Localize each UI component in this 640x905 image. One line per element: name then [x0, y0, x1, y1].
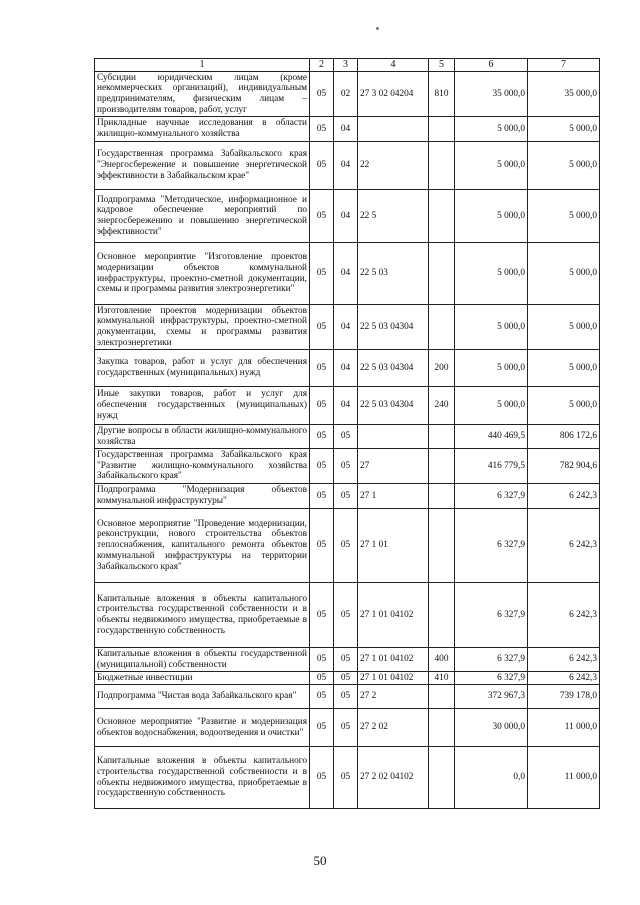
- target-article-code: 22 5 03 04304: [358, 305, 429, 350]
- subsection-code: 04: [334, 350, 358, 387]
- section-code: 05: [310, 484, 334, 509]
- amount-year-2: 5 000,0: [528, 117, 600, 142]
- expense-type-code: [429, 305, 455, 350]
- target-article-code: 27 1: [358, 484, 429, 509]
- table-row: [95, 685, 600, 709]
- amount-year-1: 0,0: [455, 747, 528, 809]
- section-code: 05: [310, 190, 334, 243]
- subsection-code: 04: [334, 387, 358, 425]
- column-header: 3: [334, 59, 358, 72]
- amount-year-2: 5 000,0: [528, 190, 600, 243]
- scan-speck: [376, 27, 379, 30]
- table-row: [95, 72, 600, 117]
- table-row: [95, 305, 600, 350]
- amount-year-1: 5 000,0: [455, 387, 528, 425]
- target-article-code: [358, 117, 429, 142]
- target-article-code: 27 3 02 04204: [358, 72, 429, 117]
- row-description: Капитальные вложения в объекты капитального строительства государственной собственности и в объекты недвижимого имущества, приобретаемые в государственную собственность: [95, 747, 310, 809]
- target-article-code: 27 2 02: [358, 709, 429, 747]
- section-code: 05: [310, 387, 334, 425]
- amount-year-2: 6 242,3: [528, 648, 600, 672]
- row-description: Подпрограмма "Модернизация объектов коммунальной инфраструктуры": [95, 484, 310, 509]
- amount-year-1: 30 000,0: [455, 709, 528, 747]
- subsection-code: 05: [334, 672, 358, 685]
- amount-year-2: 11 000,0: [528, 709, 600, 747]
- table-row: [95, 583, 600, 648]
- expense-type-code: [429, 243, 455, 305]
- amount-year-2: 11 000,0: [528, 747, 600, 809]
- column-header: 2: [310, 59, 334, 72]
- subsection-code: 04: [334, 305, 358, 350]
- subsection-code: 05: [334, 509, 358, 583]
- target-article-code: 22 5 03: [358, 243, 429, 305]
- section-code: 05: [310, 243, 334, 305]
- subsection-code: 05: [334, 685, 358, 709]
- table-row: [95, 672, 600, 685]
- target-article-code: 27 1 01 04102: [358, 583, 429, 648]
- row-description: Основное мероприятие "Проведение модернизации, реконструкции, нового строительства объектов теплоснабжения, капитального ремонта объектов коммунальной инфраструктуры на территории Забайкальского края": [95, 509, 310, 583]
- section-code: 05: [310, 72, 334, 117]
- section-code: 05: [310, 583, 334, 648]
- table-row: [95, 117, 600, 142]
- table-row: [95, 709, 600, 747]
- row-description: Основное мероприятие "Развитие и модернизация объектов водоснабжения, водоотведения и очистки": [95, 709, 310, 747]
- target-article-code: [358, 425, 429, 449]
- amount-year-1: 6 327,9: [455, 509, 528, 583]
- target-article-code: 22 5: [358, 190, 429, 243]
- amount-year-2: 5 000,0: [528, 142, 600, 190]
- subsection-code: 04: [334, 190, 358, 243]
- expense-type-code: [429, 747, 455, 809]
- amount-year-2: 5 000,0: [528, 243, 600, 305]
- table-row: [95, 350, 600, 387]
- row-description: Основное мероприятие "Изготовление проектов модернизации объектов коммунальной инфраструктуры, проектно-сметной документации, схемы и программы развития электроэнергетики": [95, 243, 310, 305]
- subsection-code: 04: [334, 243, 358, 305]
- target-article-code: 22 5 03 04304: [358, 350, 429, 387]
- column-header: 6: [455, 59, 528, 72]
- subsection-code: 04: [334, 117, 358, 142]
- amount-year-2: 739 178,0: [528, 685, 600, 709]
- target-article-code: 27 1 01 04102: [358, 648, 429, 672]
- expense-type-code: [429, 142, 455, 190]
- amount-year-2: 5 000,0: [528, 305, 600, 350]
- subsection-code: 05: [334, 583, 358, 648]
- amount-year-1: 6 327,9: [455, 672, 528, 685]
- target-article-code: 27 1 01: [358, 509, 429, 583]
- section-code: 05: [310, 117, 334, 142]
- section-code: 05: [310, 672, 334, 685]
- expense-type-code: 200: [429, 350, 455, 387]
- section-code: 05: [310, 685, 334, 709]
- section-code: 05: [310, 747, 334, 809]
- section-code: 05: [310, 350, 334, 387]
- expense-type-code: [429, 117, 455, 142]
- amount-year-1: 372 967,3: [455, 685, 528, 709]
- amount-year-1: 5 000,0: [455, 117, 528, 142]
- row-description: Подпрограмма "Чистая вода Забайкальского края": [95, 685, 310, 709]
- subsection-code: 05: [334, 747, 358, 809]
- table-row: [95, 190, 600, 243]
- subsection-code: 04: [334, 142, 358, 190]
- amount-year-1: 5 000,0: [455, 142, 528, 190]
- budget-table-body: [95, 59, 600, 809]
- amount-year-1: 6 327,9: [455, 583, 528, 648]
- expense-type-code: 810: [429, 72, 455, 117]
- expense-type-code: [429, 484, 455, 509]
- expense-type-code: 400: [429, 648, 455, 672]
- column-header: 7: [528, 59, 600, 72]
- target-article-code: 27: [358, 449, 429, 484]
- amount-year-2: 806 172,6: [528, 425, 600, 449]
- amount-year-1: 440 469,5: [455, 425, 528, 449]
- page-number: 50: [313, 853, 327, 868]
- budget-table: [94, 58, 600, 809]
- amount-year-2: 6 242,3: [528, 583, 600, 648]
- row-description: Прикладные научные исследования в области жилищно-коммунального хозяйства: [95, 117, 310, 142]
- section-code: 05: [310, 709, 334, 747]
- amount-year-1: 5 000,0: [455, 305, 528, 350]
- expense-type-code: [429, 449, 455, 484]
- target-article-code: 27 2: [358, 685, 429, 709]
- expense-type-code: [429, 583, 455, 648]
- expense-type-code: 410: [429, 672, 455, 685]
- row-description: Государственная программа Забайкальского края "Развитие жилищно-коммунального хозяйства Забайкальского края": [95, 449, 310, 484]
- column-header: 1: [95, 59, 310, 72]
- target-article-code: 22: [358, 142, 429, 190]
- amount-year-2: 782 904,6: [528, 449, 600, 484]
- amount-year-1: 5 000,0: [455, 350, 528, 387]
- row-description: Закупка товаров, работ и услуг для обеспечения государственных (муниципальных) нужд: [95, 350, 310, 387]
- table-header-row: [95, 59, 600, 72]
- row-description: Государственная программа Забайкальского края "Энергосбережение и повышение энергетической эффективности в Забайкальском крае": [95, 142, 310, 190]
- amount-year-2: 6 242,3: [528, 509, 600, 583]
- amount-year-2: 6 242,3: [528, 672, 600, 685]
- table-row: [95, 387, 600, 425]
- subsection-code: 05: [334, 449, 358, 484]
- row-description: Субсидии юридическим лицам (кроме некоммерческих организаций), индивидуальным предпринимателям, физическим лицам – производителям товаров, работ, услуг: [95, 72, 310, 117]
- table-row: [95, 449, 600, 484]
- table-row: [95, 142, 600, 190]
- amount-year-1: 6 327,9: [455, 484, 528, 509]
- amount-year-1: 35 000,0: [455, 72, 528, 117]
- section-code: 05: [310, 449, 334, 484]
- target-article-code: 27 1 01 04102: [358, 672, 429, 685]
- row-description: Капитальные вложения в объекты государственной (муниципальной) собственности: [95, 648, 310, 672]
- amount-year-1: 5 000,0: [455, 243, 528, 305]
- amount-year-2: 35 000,0: [528, 72, 600, 117]
- section-code: 05: [310, 425, 334, 449]
- table-row: [95, 484, 600, 509]
- amount-year-1: 416 779,5: [455, 449, 528, 484]
- expense-type-code: [429, 509, 455, 583]
- subsection-code: 05: [334, 425, 358, 449]
- table-row: [95, 747, 600, 809]
- expense-type-code: [429, 685, 455, 709]
- row-description: Другие вопросы в области жилищно-коммунального хозяйства: [95, 425, 310, 449]
- amount-year-2: 5 000,0: [528, 350, 600, 387]
- amount-year-2: 6 242,3: [528, 484, 600, 509]
- row-description: Капитальные вложения в объекты капитального строительства государственной собственности и в объекты недвижимого имущества, приобретаемые в государственную собственность: [95, 583, 310, 648]
- expense-type-code: [429, 425, 455, 449]
- subsection-code: 05: [334, 648, 358, 672]
- subsection-code: 05: [334, 484, 358, 509]
- column-header: 4: [358, 59, 429, 72]
- amount-year-1: 5 000,0: [455, 190, 528, 243]
- subsection-code: 05: [334, 709, 358, 747]
- row-description: Подпрограмма "Методическое, информационное и кадровое обеспечение мероприятий по энергосбережению и повышению энергетической эффективности": [95, 190, 310, 243]
- subsection-code: 02: [334, 72, 358, 117]
- section-code: 05: [310, 305, 334, 350]
- amount-year-1: 6 327,9: [455, 648, 528, 672]
- column-header: 5: [429, 59, 455, 72]
- table-row: [95, 425, 600, 449]
- expense-type-code: 240: [429, 387, 455, 425]
- table-row: [95, 648, 600, 672]
- section-code: 05: [310, 648, 334, 672]
- row-description: Бюджетные инвестиции: [95, 672, 310, 685]
- amount-year-2: 5 000,0: [528, 387, 600, 425]
- expense-type-code: [429, 709, 455, 747]
- row-description: Изготовление проектов модернизации объектов коммунальной инфраструктуры, проектно-сметной документации, схемы и программы развития электроэнергетики: [95, 305, 310, 350]
- expense-type-code: [429, 190, 455, 243]
- row-description: Иные закупки товаров, работ и услуг для обеспечения государственных (муниципальных) нужд: [95, 387, 310, 425]
- section-code: 05: [310, 142, 334, 190]
- table-row: [95, 509, 600, 583]
- section-code: 05: [310, 509, 334, 583]
- target-article-code: 22 5 03 04304: [358, 387, 429, 425]
- table-row: [95, 243, 600, 305]
- target-article-code: 27 2 02 04102: [358, 747, 429, 809]
